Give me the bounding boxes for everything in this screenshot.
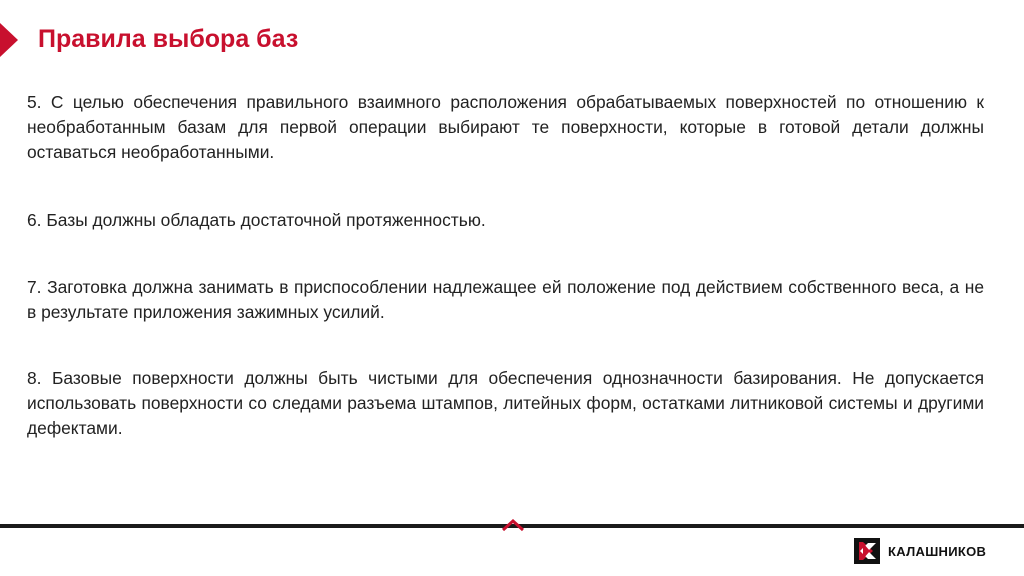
brand-logo-block: [854, 537, 986, 565]
kalashnikov-logo-icon: [854, 538, 880, 564]
footer-divider: [0, 519, 1024, 533]
rule-paragraph-5: 5. С целью обеспечения правильного взаимного расположения обрабатываемых поверхностей по отношению к необработанным базам для первой операции выбирают те поверхности, которые в готовой детали должны оставаться необработанными.: [27, 92, 984, 162]
rule-paragraph-6: 6. Базы должны обладать достаточной протяженностью.: [27, 210, 486, 230]
chevron-right-icon: [0, 23, 18, 57]
page-title: Правила выбора баз: [38, 25, 299, 53]
rule-paragraph-7: 7. Заготовка должна занимать в приспособлении надлежащее ей положение под действием собственного веса, а не в результате приложения зажимных усилий.: [27, 277, 984, 322]
rule-paragraph-8: 8. Базовые поверхности должны быть чистыми для обеспечения однозначности базирования. Не допускается использовать поверхности со следами разъема штампов, литейных форм, остатками литниковой системы и другими дефектами.: [27, 368, 984, 438]
brand-name: КАЛАШНИКОВ: [888, 543, 987, 559]
